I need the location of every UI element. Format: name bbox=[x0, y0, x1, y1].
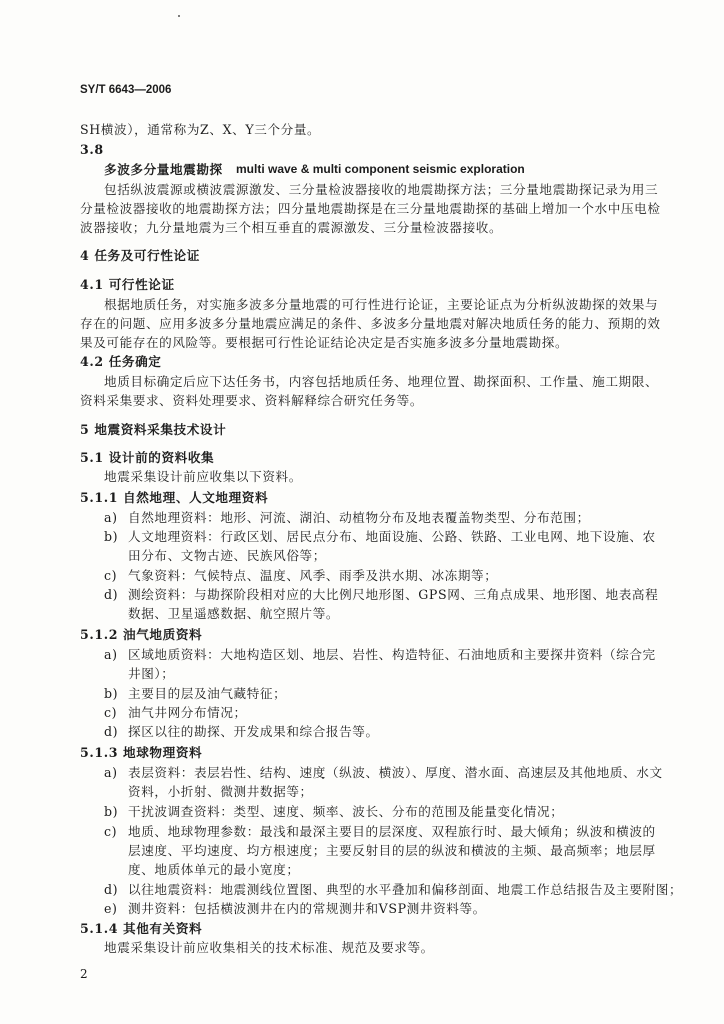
list-item-label: d) bbox=[104, 724, 119, 739]
list-item-label: b) bbox=[104, 686, 119, 701]
section-heading: 4 任务及可行性论证 bbox=[80, 248, 200, 263]
subsubsection-heading: 5.1.1 自然地理、人文地理资料 bbox=[80, 490, 269, 505]
list-item-label: d) bbox=[104, 587, 119, 602]
list-item-line: 自然地理资料：地形、河流、湖泊、动植物分布及地表覆盖物类型、分布范围； bbox=[128, 510, 590, 525]
list-item-line: 区域地质资料：大地构造区划、地层、岩性、构造特征、石油地质和主要探井资料（综合完 bbox=[128, 647, 656, 662]
list-item-label: c) bbox=[104, 824, 118, 839]
list-item-line: 测井资料：包括横波测井在内的常规测井和VSP测井资料等。 bbox=[128, 901, 486, 916]
continuation-line: SH横波），通常称为Z、X、Y三个分量。 bbox=[80, 122, 321, 137]
paragraph-line: 地质目标确定后应下达任务书，内容包括地质任务、地理位置、勘探面积、工作量、施工期限、 bbox=[104, 374, 659, 389]
list-item-label: c) bbox=[104, 568, 118, 583]
paragraph-line: 资料采集要求、资料处理要求、资料解释综合研究任务等。 bbox=[80, 393, 424, 408]
list-item-line: 度、地质体单元的最小宽度； bbox=[128, 862, 300, 877]
list-item-line: 表层资料：表层岩性、结构、速度（纵波、横波）、厚度、潜水面、高速层及其他地质、水文 bbox=[128, 765, 663, 780]
list-item-label: e) bbox=[104, 901, 118, 916]
paragraph-line: 地震采集设计前应收集相关的技术标准、规范及要求等。 bbox=[104, 940, 434, 955]
subsection-heading: 5.1 设计前的资料收集 bbox=[80, 450, 215, 465]
list-item-line: 数据、卫星遥感数据、航空照片等。 bbox=[128, 606, 340, 621]
list-item-line: 主要目的层及油气藏特征； bbox=[128, 686, 287, 701]
paragraph-line: 存在的问题、应用多波多分量地震应满足的条件、多波多分量地震对解决地质任务的能力、预期的效 bbox=[80, 316, 661, 331]
subsection-heading: 4.2 任务确定 bbox=[80, 354, 162, 369]
clause-number: 3.8 bbox=[80, 142, 104, 157]
paragraph-line: 分量检波器接收的地震勘探方法；四分量地震勘探是在三分量地震勘探的基础上增加一个水中压电检 bbox=[80, 201, 661, 216]
list-item-line: 气象资料：气候特点、温度、风季、雨季及洪水期、冰冻期等； bbox=[128, 568, 498, 583]
paragraph-line: 波器接收；九分量地震为三个相互垂直的震源激发、三分量检波器接收。 bbox=[80, 220, 503, 235]
scan-speck bbox=[178, 15, 180, 17]
list-item-line: 资料，小折射、微测井数据等； bbox=[128, 784, 313, 799]
list-item-label: a) bbox=[104, 765, 118, 780]
list-item-line: 田分布、文物古迹、民族风俗等； bbox=[128, 548, 326, 563]
standard-code: SY/T 6643—2006 bbox=[80, 84, 172, 96]
term-heading-en: multi wave & multi component seismic exploration bbox=[236, 162, 525, 176]
list-item-line: 地质、地球物理参数：最浅和最深主要目的层深度、双程旅行时、最大倾角；纵波和横波的 bbox=[128, 824, 656, 839]
list-item-line: 井图）； bbox=[128, 666, 175, 681]
list-item-label: b) bbox=[104, 804, 119, 819]
paragraph-line: 根据地质任务，对实施多波多分量地震的可行性进行论证，主要论证点为分析纵波勘探的效果与 bbox=[104, 297, 659, 312]
subsection-heading: 4.1 可行性论证 bbox=[80, 277, 175, 292]
list-item-label: a) bbox=[104, 510, 118, 525]
paragraph-line: 包括纵波震源或横波震源激发、三分量检波器接收的地震勘探方法；三分量地震勘探记录为用三 bbox=[104, 182, 659, 197]
list-item-line: 干扰波调查资料：类型、速度、频率、波长、分布的范围及能量变化情况； bbox=[128, 804, 564, 819]
list-item-label: b) bbox=[104, 529, 119, 544]
page-number: 2 bbox=[80, 967, 88, 981]
list-item-line: 测绘资料：与勘探阶段相对应的大比例尺地形图、GPS网、三角点成果、地形图、地表高程 bbox=[128, 587, 659, 602]
subsubsection-heading: 5.1.2 油气地质资料 bbox=[80, 627, 203, 642]
paragraph-line: 果及可能存在的风险等。要根据可行性论证结论决定是否实施多波多分量地震勘探。 bbox=[80, 335, 569, 350]
paragraph-line: 地震采集设计前应收集以下资料。 bbox=[104, 469, 302, 484]
list-item-line: 探区以往的勘探、开发成果和综合报告等。 bbox=[128, 724, 379, 739]
subsubsection-heading: 5.1.4 其他有关资料 bbox=[80, 921, 203, 936]
list-item-label: d) bbox=[104, 882, 119, 897]
list-item-label: c) bbox=[104, 705, 118, 720]
subsubsection-heading: 5.1.3 地球物理资料 bbox=[80, 745, 203, 760]
list-item-label: a) bbox=[104, 647, 118, 662]
term-heading-cn: 多波多分量地震勘探 bbox=[104, 162, 223, 177]
list-item-line: 层速度、平均速度、均方根速度；主要反射目的层的纵波和横波的主频、最高频率；地层厚 bbox=[128, 843, 656, 858]
section-heading: 5 地震资料采集技术设计 bbox=[80, 422, 227, 437]
list-item-line: 油气井网分布情况； bbox=[128, 705, 247, 720]
list-item-line: 以往地震资料：地震测线位置图、典型的水平叠加和偏移剖面、地震工作总结报告及主要附图； bbox=[128, 882, 683, 897]
list-item-line: 人文地理资料：行政区划、居民点分布、地面设施、公路、铁路、工业电网、地下设施、农 bbox=[128, 529, 656, 544]
